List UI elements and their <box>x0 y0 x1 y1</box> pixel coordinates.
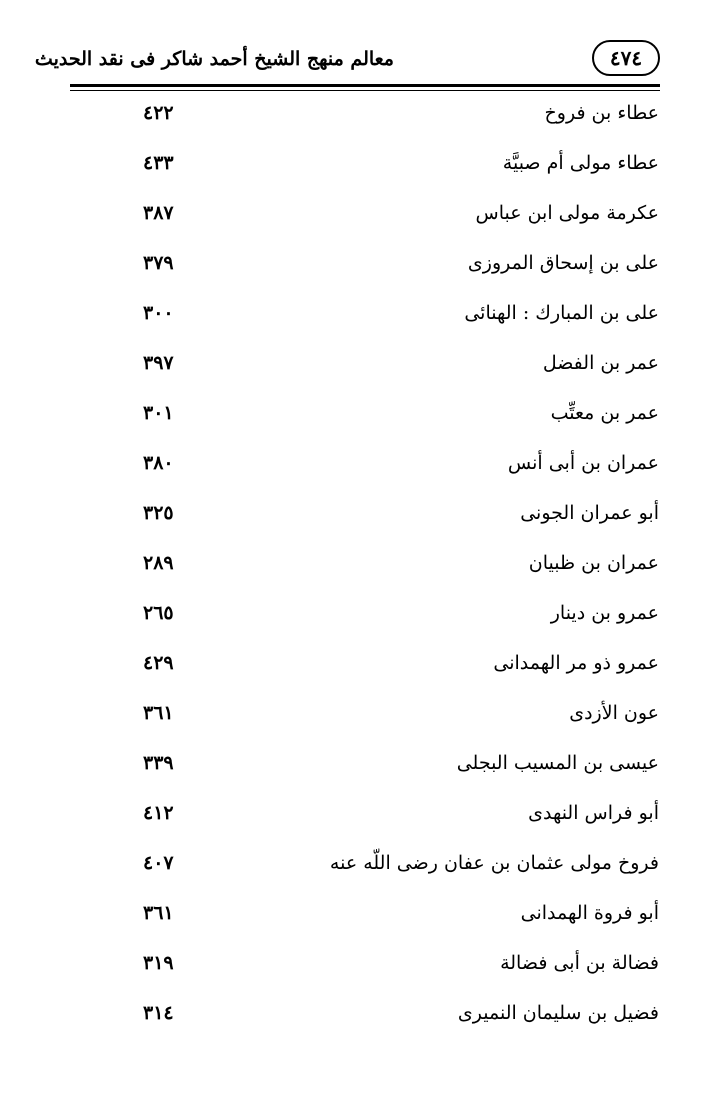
index-entry <box>0 594 725 644</box>
index-entry <box>0 894 725 944</box>
narrator-name: عطاء بن فروخ <box>544 102 659 124</box>
index-entry <box>0 794 725 844</box>
page-reference: ٣٦١ <box>143 702 174 724</box>
page-reference: ٤١٢ <box>143 802 174 824</box>
page-reference: ٣٠٠ <box>143 302 174 324</box>
page-reference: ٣٦١ <box>143 902 174 924</box>
index-entry <box>0 344 725 394</box>
narrator-name: أبو عمران الجونى <box>520 502 659 524</box>
index-entry <box>0 144 725 194</box>
narrator-name: عمران بن ظبيان <box>528 552 659 574</box>
narrator-name: أبو فروة الهمدانى <box>520 902 659 924</box>
index-entry <box>0 294 725 344</box>
page-reference: ٣٨٠ <box>143 452 174 474</box>
narrator-name: عمران بن أبى أنس <box>507 452 659 474</box>
page-reference: ٤٣٣ <box>143 152 174 174</box>
narrator-name: على بن المبارك : الهنائى <box>464 302 659 324</box>
page-reference: ٤٢٢ <box>143 102 174 124</box>
page-reference: ٣٧٩ <box>143 252 174 274</box>
narrator-name: عيسى بن المسيب البجلى <box>456 752 659 774</box>
index-entry <box>0 194 725 244</box>
index-entry <box>0 394 725 444</box>
narrator-name: عون الأزدى <box>569 702 659 724</box>
index-entry <box>0 494 725 544</box>
narrator-name: فضيل بن سليمان النميرى <box>457 1002 659 1024</box>
index-entry <box>0 994 725 1044</box>
page-reference: ٢٨٩ <box>143 552 174 574</box>
narrator-name: عمر بن الفضل <box>542 352 659 374</box>
narrator-name: عطاء مولى أم صبيَّة <box>502 152 659 174</box>
narrator-name: فروخ مولى عثمان بن عفان رضى اللّه عنه <box>329 852 659 874</box>
running-header <box>34 40 660 82</box>
index-entry <box>0 244 725 294</box>
narrator-name: فضالة بن أبى فضالة <box>500 952 659 974</box>
page-reference: ٣٢٥ <box>143 502 174 524</box>
index-entry <box>0 744 725 794</box>
page-reference: ٣٨٧ <box>143 202 174 224</box>
narrator-name: أبو فراس النهدى <box>528 802 659 824</box>
page-reference: ٤٢٩ <box>143 652 174 674</box>
page-number: ٤٧٤ <box>592 40 660 76</box>
narrator-name: عمرو بن دينار <box>550 602 659 624</box>
index-entry <box>0 444 725 494</box>
index-entry <box>0 644 725 694</box>
narrator-name: على بن إسحاق المروزى <box>467 252 659 274</box>
index-entry <box>0 544 725 594</box>
page-reference: ٢٦٥ <box>143 602 174 624</box>
narrator-name: عمرو ذو مر الهمدانى <box>493 652 659 674</box>
narrator-name: عمر بن معتِّب <box>550 402 659 424</box>
narrator-name: عكرمة مولى ابن عباس <box>475 202 659 224</box>
page-reference: ٣١٤ <box>143 1002 174 1024</box>
header-rule-thin <box>70 90 660 91</box>
page-reference: ٤٠٧ <box>143 852 174 874</box>
index-entry <box>0 694 725 744</box>
index-entry <box>0 944 725 994</box>
page-reference: ٣٣٩ <box>143 752 174 774</box>
index-entry <box>0 844 725 894</box>
page-reference: ٣٠١ <box>143 402 174 424</box>
header-rule-thick <box>70 84 660 87</box>
index-entry <box>0 94 725 144</box>
page-reference: ٣٩٧ <box>143 352 174 374</box>
book-title: معالم منهج الشيخ أحمد شاكر فى نقد الحديث <box>34 48 394 70</box>
index-list <box>0 94 725 1044</box>
page-reference: ٣١٩ <box>143 952 174 974</box>
